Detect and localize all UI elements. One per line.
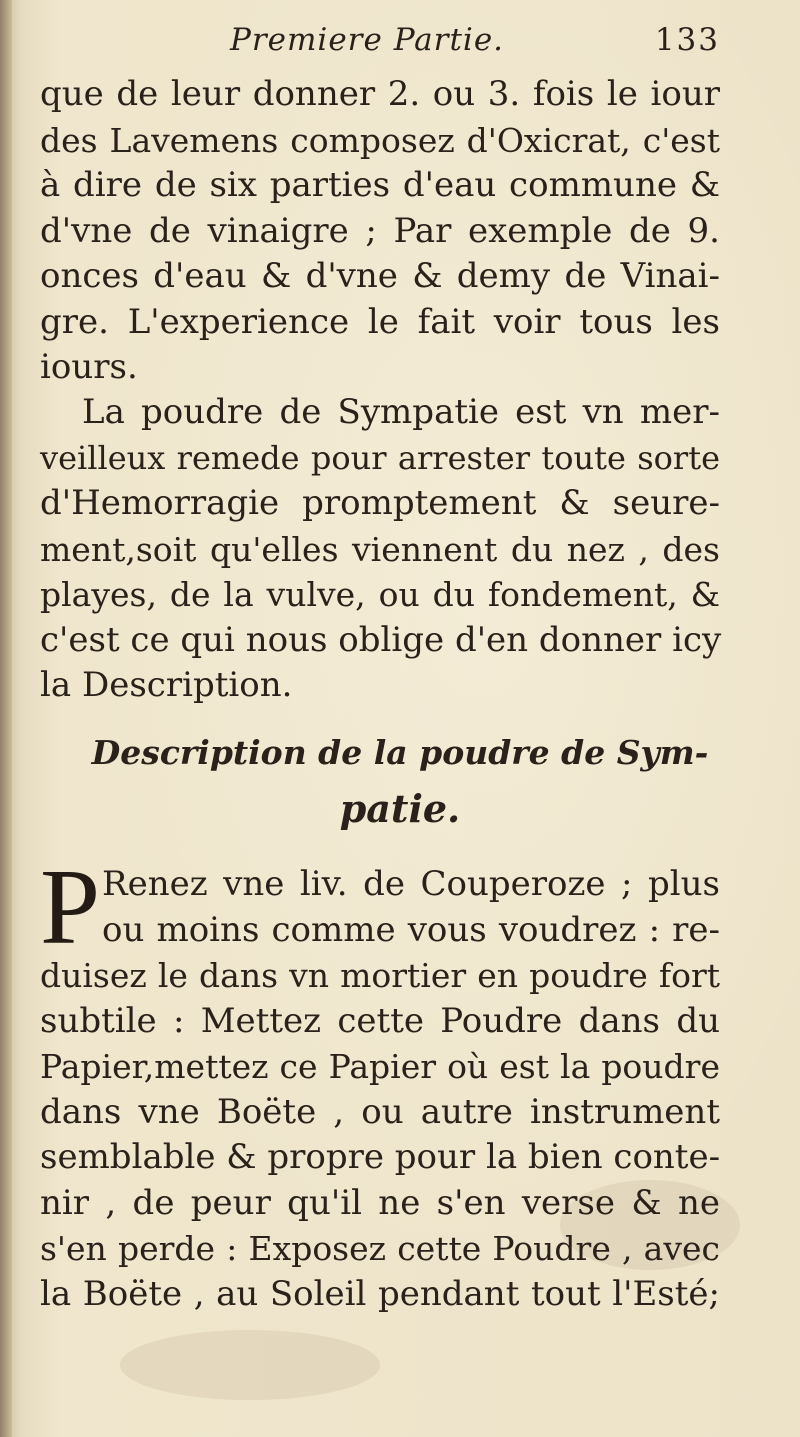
- section-heading: [90, 725, 710, 837]
- text-line: nir , de peur qu'il ne s'en verse & ne: [40, 1182, 720, 1223]
- text-line: ou moins comme vous voudrez : re-: [102, 909, 720, 950]
- text-line: dans vne Boëte , ou autre instrument: [40, 1091, 720, 1132]
- paper-stain: [120, 1330, 380, 1400]
- text-line: gre. L'experience le fait voir tous les: [40, 301, 720, 342]
- text-line: semblable & propre pour la bien conte-: [40, 1137, 721, 1177]
- text-line: à dire de six parties d'eau commune &: [40, 165, 720, 205]
- text-line: Renez vne liv. de Couperoze ; plus: [102, 864, 720, 904]
- text-line: d'vne de vinaigre ; Par exemple de 9.: [40, 210, 720, 251]
- text-line: playes, de la vulve, ou du fondement, &: [40, 575, 720, 614]
- text-line: veilleux remede pour arrester toute sorte: [40, 438, 720, 477]
- text-line: iours.: [40, 347, 138, 387]
- page-number: 133: [654, 22, 720, 58]
- heading-line: Description de la poudre de Sym-: [91, 733, 709, 772]
- paragraph-2: [40, 390, 720, 709]
- page-header: [40, 22, 720, 72]
- text-line: des Lavemens composez d'Oxicrat, c'est: [40, 120, 720, 160]
- drop-cap: P: [40, 848, 101, 967]
- text-line: onces d'eau & d'vne & demy de Vinai-: [40, 256, 720, 296]
- page-gutter: [0, 0, 12, 1437]
- paragraph-3: [40, 848, 721, 1317]
- text-line: que de leur donner 2. ou 3. fois le iour: [40, 74, 720, 114]
- text-line: la Description.: [40, 665, 293, 705]
- paragraph-1: [40, 72, 720, 391]
- text-line: d'Hemorragie promptement & seure-: [40, 483, 720, 523]
- text-line: ment,soit qu'elles viennent du nez , des: [40, 529, 720, 569]
- text-line: La poudre de Sympatie est vn mer-: [82, 392, 720, 432]
- heading-line: patie.: [339, 786, 461, 831]
- text-line: duisez le dans vn mortier en poudre fort: [40, 956, 720, 995]
- text-line: la Boëte , au Soleil pendant tout l'Esté;: [40, 1273, 720, 1314]
- running-title: Premiere Partie.: [230, 22, 505, 58]
- text-line: Papier,mettez ce Papier où est la poudre: [40, 1047, 720, 1086]
- text-line: subtile : Mettez cette Poudre dans du: [40, 1000, 720, 1041]
- text-line: s'en perde : Exposez cette Poudre , avec: [40, 1229, 720, 1268]
- text-line: c'est ce qui nous oblige d'en donner icy: [40, 619, 722, 660]
